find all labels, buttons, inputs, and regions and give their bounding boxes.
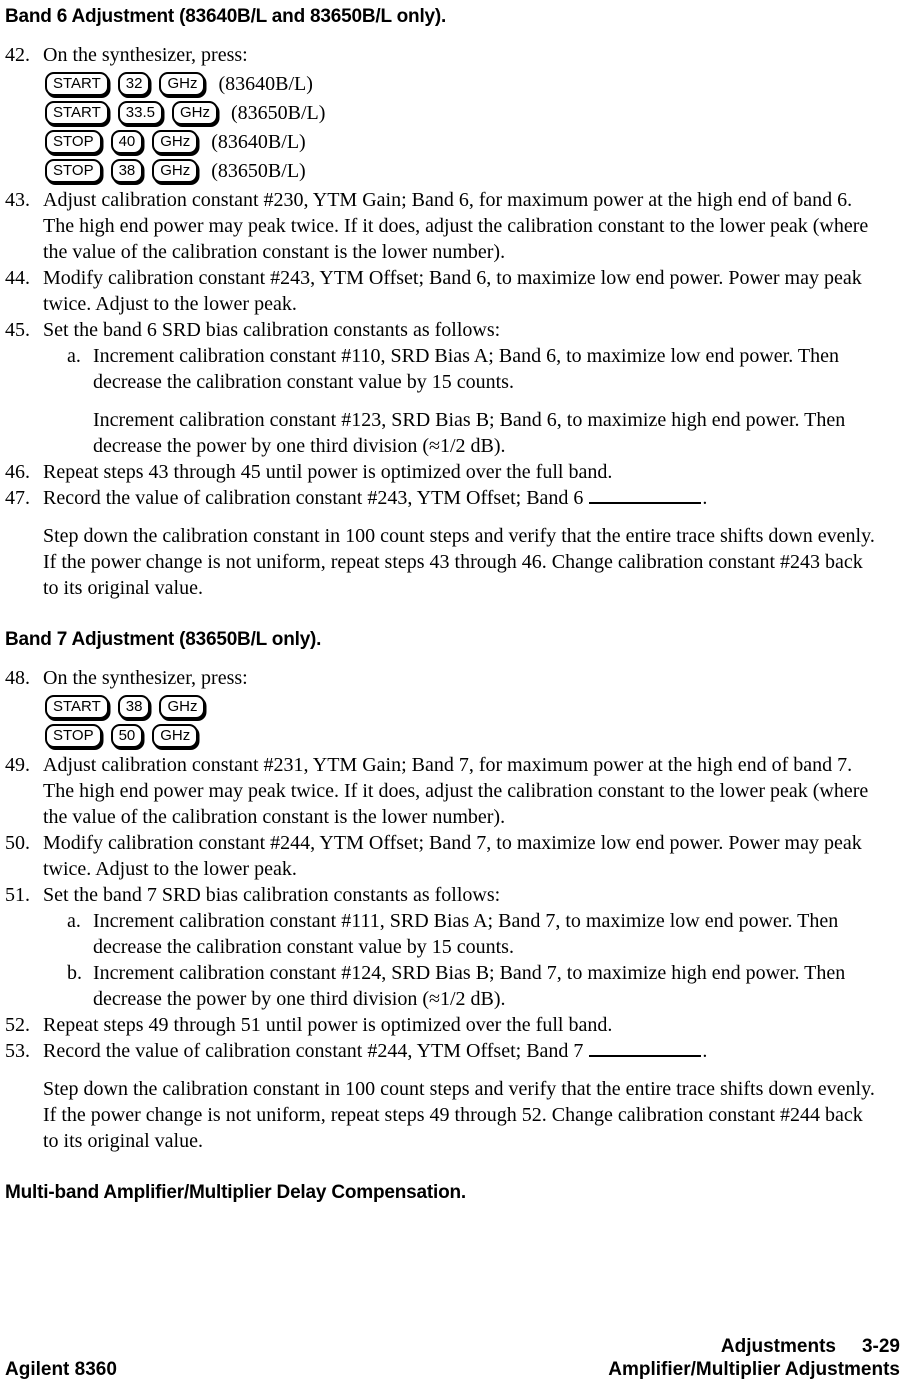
- ghz-key: GHz: [152, 724, 198, 748]
- step-51: [5, 882, 879, 1012]
- step-number: 43.: [5, 189, 30, 211]
- ghz-key: GHz: [159, 695, 205, 719]
- page-footer: [5, 1335, 900, 1381]
- start-key: START: [45, 72, 109, 96]
- model-suffix: (83640B/L): [218, 73, 313, 95]
- key-row: [45, 723, 879, 749]
- step-number: 48.: [5, 667, 30, 689]
- step-text: Repeat steps 49 through 51 until power is optimized over the full band.: [43, 1014, 613, 1036]
- start-key: START: [45, 695, 109, 719]
- key-row: [45, 129, 879, 155]
- substep-label: b.: [67, 962, 82, 984]
- ghz-key: GHz: [152, 159, 198, 183]
- step-46: [5, 459, 879, 485]
- substep-text: Increment calibration constant #123, SRD Bias B; Band 6, to maximize high end power. Then decrease the power by one third division (≈1/2 dB).: [93, 409, 846, 457]
- step-number: 42.: [5, 44, 30, 66]
- step-number: 47.: [5, 487, 30, 509]
- step-text: Modify calibration constant #244, YTM Offset; Band 7, to maximize low end power. Power may peak twice. Adjust to the lower peak.: [43, 832, 862, 880]
- band7-heading: Band 7 Adjustment (83650B/L only).: [5, 629, 322, 650]
- step-number: 49.: [5, 754, 30, 776]
- ghz-key: GHz: [172, 101, 218, 125]
- step-text: Record the value of calibration constant #243, YTM Offset; Band 6: [43, 487, 584, 509]
- record-period: .: [702, 1040, 708, 1062]
- step-text: On the synthesizer, press:: [43, 667, 248, 689]
- record-blank-line: [589, 498, 701, 504]
- key-row: [45, 71, 879, 97]
- footer-page-number: 3-29: [861, 1336, 900, 1357]
- value-key: 33.5: [118, 101, 163, 125]
- step-number: 46.: [5, 461, 30, 483]
- substep-51b: [67, 960, 879, 1012]
- ghz-key: GHz: [159, 72, 205, 96]
- step-45: [5, 317, 879, 459]
- step-text: Modify calibration constant #243, YTM Offset; Band 6, to maximize low end power. Power may peak twice. Adjust to the lower peak.: [43, 267, 862, 315]
- stop-key: STOP: [45, 159, 102, 183]
- value-key: 40: [111, 130, 144, 154]
- step-44: [5, 265, 879, 317]
- step-note: Step down the calibration constant in 100 count steps and verify that the entire trace shifts down evenly. If the power change is not uniform, repeat steps 43 through 46. Change calibration constant #243 back to its original value.: [43, 525, 875, 599]
- step-number: 50.: [5, 832, 30, 854]
- record-line: [43, 485, 879, 511]
- step-53: [5, 1038, 879, 1166]
- key-row: [45, 100, 879, 126]
- step-number: 44.: [5, 267, 30, 289]
- key-row: [45, 158, 879, 184]
- footer-product: Agilent 8360: [5, 1359, 117, 1380]
- ghz-key: GHz: [152, 130, 198, 154]
- step-number: 51.: [5, 884, 30, 906]
- model-suffix: (83650B/L): [231, 102, 326, 124]
- record-line: [43, 1038, 879, 1064]
- substep-label: a.: [67, 345, 81, 367]
- step-text: Adjust calibration constant #231, YTM Gain; Band 7, for maximum power at the high end of band 7. The high end power may peak twice. If it does, adjust the calibration constant to the lower peak (where the value of the calibration constant is the lower number).: [43, 754, 869, 828]
- step-52: [5, 1012, 879, 1038]
- step-number: 53.: [5, 1040, 30, 1062]
- step-text: Repeat steps 43 through 45 until power is optimized over the full band.: [43, 461, 613, 483]
- substep-text: Increment calibration constant #110, SRD Bias A; Band 6, to maximize low end power. Then decrease the calibration constant value by 15 counts.: [93, 345, 839, 393]
- step-number: 45.: [5, 319, 30, 341]
- step-47: [5, 485, 879, 613]
- step-text: Adjust calibration constant #230, YTM Gain; Band 6, for maximum power at the high end of band 6. The high end power may peak twice. If it does, adjust the calibration constant to the lower peak (where the value of the calibration constant is the lower number).: [43, 189, 869, 263]
- footer-section: Amplifier/Multiplier Adjustments: [608, 1359, 900, 1380]
- value-key: 32: [118, 72, 151, 96]
- step-text: Set the band 7 SRD bias calibration constants as follows:: [43, 884, 501, 906]
- record-period: .: [702, 487, 708, 509]
- substep-45a: [67, 343, 879, 395]
- step-text: Record the value of calibration constant #244, YTM Offset; Band 7: [43, 1040, 584, 1062]
- step-49: [5, 752, 879, 830]
- step-text: Set the band 6 SRD bias calibration constants as follows:: [43, 319, 501, 341]
- step-number: 52.: [5, 1014, 30, 1036]
- substep-label: a.: [67, 910, 81, 932]
- band6-heading: Band 6 Adjustment (83640B/L and 83650B/L only).: [5, 6, 447, 27]
- footer-chapter-page: [608, 1335, 900, 1358]
- substep-51a: [67, 908, 879, 960]
- record-blank-line: [589, 1051, 701, 1057]
- stop-key: STOP: [45, 130, 102, 154]
- step-43: [5, 187, 879, 265]
- model-suffix: (83650B/L): [211, 160, 306, 182]
- model-suffix: (83640B/L): [211, 131, 306, 153]
- footer-chapter: Adjustments: [720, 1336, 836, 1357]
- key-row: [45, 694, 879, 720]
- substep-45b: [67, 407, 879, 459]
- value-key: 50: [111, 724, 144, 748]
- substep-label: [67, 407, 93, 459]
- value-key: 38: [118, 695, 151, 719]
- step-48: [5, 665, 879, 752]
- value-key: 38: [111, 159, 144, 183]
- substep-text: Increment calibration constant #124, SRD Bias B; Band 7, to maximize high end power. Then decrease the power by one third division (≈1/2 dB).: [93, 962, 846, 1010]
- step-note: Step down the calibration constant in 100 count steps and verify that the entire trace shifts down evenly. If the power change is not uniform, repeat steps 49 through 52. Change calibration constant #244 back to its original value.: [43, 1078, 875, 1152]
- step-42: [5, 42, 879, 187]
- multiband-heading: Multi-band Amplifier/Multiplier Delay Compensation.: [5, 1182, 466, 1203]
- substep-text: Increment calibration constant #111, SRD Bias A; Band 7, to maximize low end power. Then decrease the calibration constant value by 15 counts.: [93, 910, 839, 958]
- start-key: START: [45, 101, 109, 125]
- step-text: On the synthesizer, press:: [43, 44, 248, 66]
- step-50: [5, 830, 879, 882]
- stop-key: STOP: [45, 724, 102, 748]
